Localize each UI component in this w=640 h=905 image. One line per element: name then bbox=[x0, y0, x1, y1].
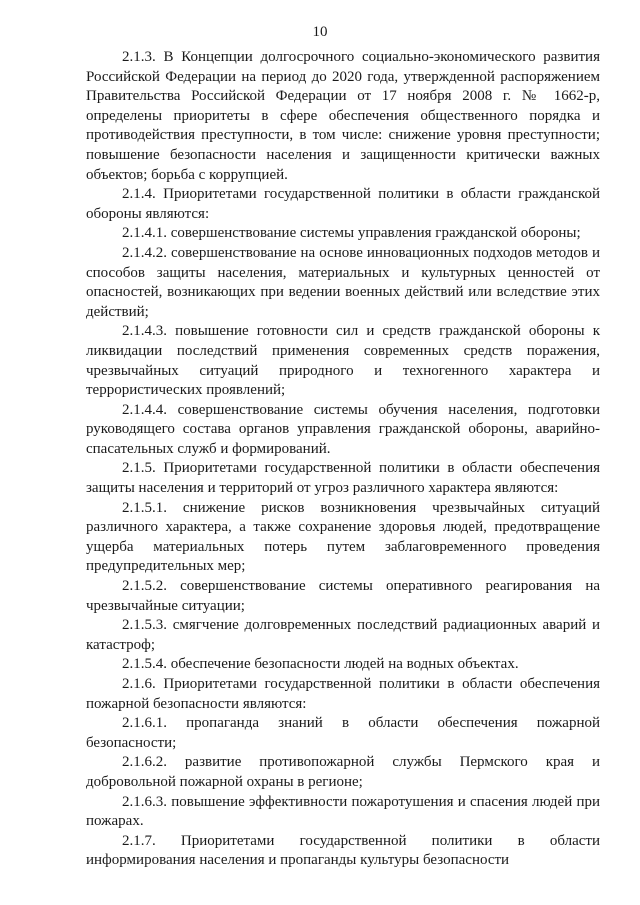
paragraph-2-1-6-1: 2.1.6.1. пропаганда знаний в области обеспечения пожарной безопасности; bbox=[86, 715, 600, 751]
paragraph-2-1-5-3: 2.1.5.3. смягчение долговременных последствий радиационных аварий и катастроф; bbox=[86, 617, 600, 653]
paragraph-2-1-5: 2.1.5. Приоритетами государственной политики в области обеспечения защиты населения и территорий от угроз различного характера являются: bbox=[86, 460, 600, 497]
paragraph-2-1-3: 2.1.3. В Концепции долгосрочного социально-экономического развития Российской Федерации на период до 2020 года, утвержденной распоряжением Правительства Российской Федерации от 17 ноября 2008 г. № 1662-р, определены приоритеты в сфере обеспечения общественного порядка и противодействия преступности, в том числе: снижение уровня преступности; повышение безопасности населения и защищенности критически важных объектов; борьба с коррупцией. bbox=[86, 49, 600, 183]
paragraph-2-1-6-2: 2.1.6.2. развитие противопожарной службы Пермского края и добровольной пожарной охраны в регионе; bbox=[86, 754, 600, 790]
paragraph-2-1-5-1: 2.1.5.1. снижение рисков возникновения чрезвычайных ситуаций различного характера, а также сохранение здоровья людей, предотвращение ущерба материальных потерь путем заблаговременного проведения предупредительных мер; bbox=[86, 499, 600, 575]
paragraph-2-1-7: 2.1.7. Приоритетами государственной политики в области информирования населения и пропаганды культуры безопасности bbox=[86, 832, 600, 869]
document-body bbox=[86, 48, 600, 871]
paragraph-2-1-5-2: 2.1.5.2. совершенствование системы оперативного реагирования на чрезвычайные ситуации; bbox=[86, 578, 600, 614]
page-number: 10 bbox=[312, 24, 328, 40]
paragraph-2-1-5-4: 2.1.5.4. обеспечение безопасности людей на водных объектах. bbox=[122, 656, 519, 673]
paragraph-2-1-4-3: 2.1.4.3. повышение готовности сил и средств гражданской обороны к ликвидации последствий применения современных средств поражения, чрезвычайных ситуаций природного и техногенного характера и террористических проявлений; bbox=[86, 323, 600, 399]
paragraph-2-1-6-3: 2.1.6.3. повышение эффективности пожаротушения и спасения людей при пожарах. bbox=[86, 793, 600, 830]
paragraph-2-1-6: 2.1.6. Приоритетами государственной политики в области обеспечения пожарной безопасности являются: bbox=[86, 676, 600, 712]
paragraph-2-1-4: 2.1.4. Приоритетами государственной политики в области гражданской обороны являются: bbox=[86, 186, 600, 222]
paragraph-2-1-4-2: 2.1.4.2. совершенствование на основе инновационных подходов методов и способов защиты населения, материальных и культурных ценностей от опасностей, возникающих при ведении военных действий или вследствие этих действий; bbox=[86, 244, 600, 320]
paragraph-2-1-4-1: 2.1.4.1. совершенствование системы управления гражданской обороны; bbox=[122, 225, 581, 242]
paragraph-2-1-4-4: 2.1.4.4. совершенствование системы обучения населения, подготовки руководящего состава органов управления гражданской обороны, аварийно-спасательных служб и формирований. bbox=[86, 401, 600, 457]
